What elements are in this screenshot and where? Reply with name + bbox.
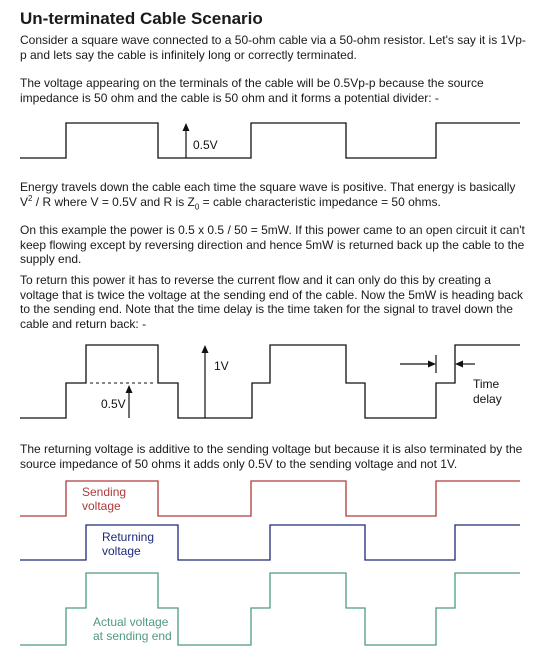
amplitude-label-0.5v: 0.5V bbox=[193, 138, 218, 152]
paragraph-energy: Energy travels down the cable each time the square wave is positive. That energy is basically $V^2$ / R where V = 0.5V and R is $Z_0$ = cable characteristic impedance = 50 ohms. bbox=[20, 180, 516, 211]
time-delay-label-line1: Time bbox=[473, 377, 500, 391]
actual-voltage-label-line2: at sending end bbox=[93, 629, 172, 643]
amplitude-label-1v: 1V bbox=[214, 359, 229, 373]
amplitude-label-0.5v: 0.5V bbox=[101, 397, 126, 411]
page-title: Un-terminated Cable Scenario bbox=[20, 9, 263, 28]
actual-voltage-label-line1: Actual voltage bbox=[93, 615, 169, 629]
paragraph-additive: The returning voltage is additive to the sending voltage but because it is also terminated by the source impedance of 50 ohms it adds only 0.5V to the sending voltage and not 1V. bbox=[20, 442, 523, 471]
paragraph-reflection: To return this power it has to reverse the current flow and it can only do this by creating a voltage that is twice the voltage at the sending end of the cable. Now the 5mW is heading back to the sending end. Note that the time delay is the time taken for the signal to travel down the cable and return back: - bbox=[20, 273, 523, 331]
sending-voltage-label-line2: voltage bbox=[82, 499, 121, 513]
sending-voltage-label-line1: Sending bbox=[82, 485, 127, 499]
paragraph-divider: The voltage appearing on the terminals of the cable will be 0.5Vp-p because the source impedance is 50 ohm and the cable is 50 ohm and it forms a potential divider: - bbox=[20, 76, 484, 105]
returning-voltage-label-line2: voltage bbox=[102, 544, 141, 558]
returning-voltage-label-line1: Returning bbox=[102, 530, 155, 544]
paragraph-power: On this example the power is 0.5 x 0.5 / 50 = 5mW. If this power came to an open circuit it can't keep flowing except by reversing direction and hence 5mW is returned back up the cable to the supply end. bbox=[20, 223, 525, 266]
paragraph-intro: Consider a square wave connected to a 50-ohm cable via a 50-ohm resistor. Let's say it is 1Vp-p and lets say the cable is infinitely long or correctly terminated. bbox=[20, 33, 526, 62]
time-delay-label-line2: delay bbox=[473, 392, 502, 406]
returning-voltage-wave bbox=[20, 525, 520, 560]
